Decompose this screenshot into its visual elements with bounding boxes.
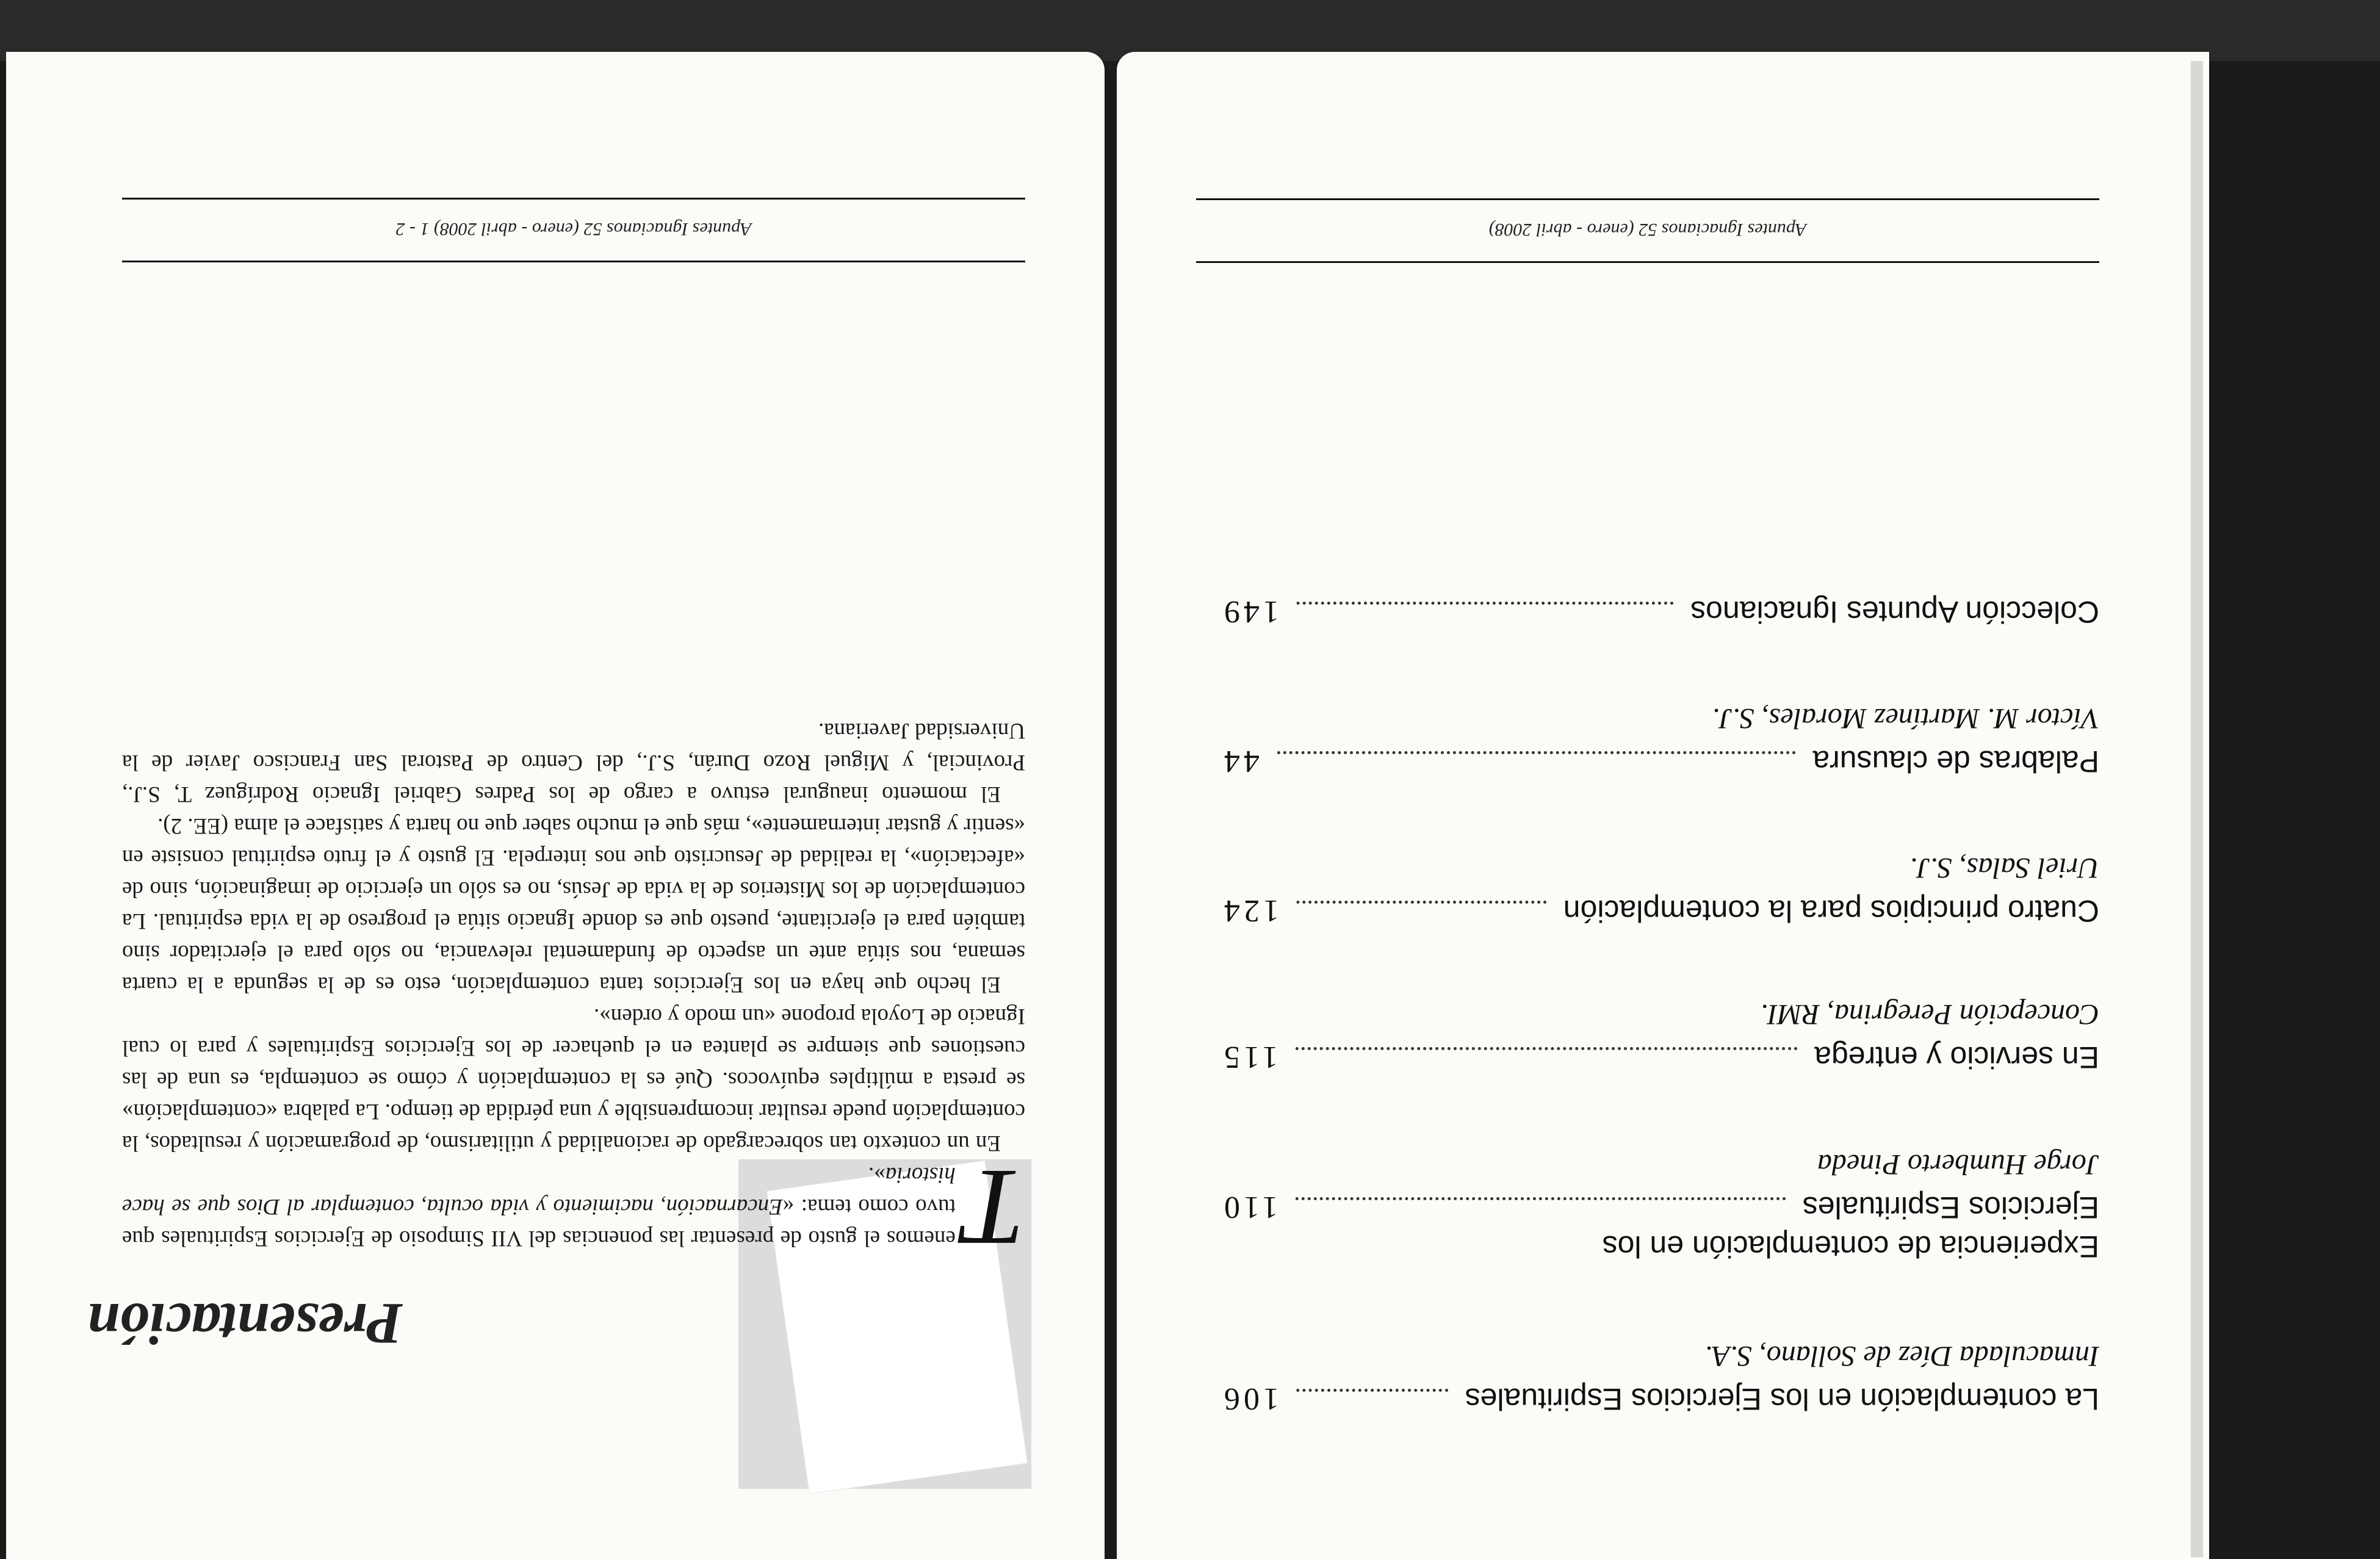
leader-dots bbox=[1295, 1047, 1797, 1050]
left-page-presentation bbox=[6, 52, 1105, 1559]
header-rule-top bbox=[122, 261, 1025, 262]
page-edges bbox=[2191, 61, 2203, 1557]
paragraph-2: En un contexto tan sobrecargado de racionalidad y utilitarismo, de programación y resultados, la contemplación puede resultar incomprensible y una pérdida de tiempo. La palabra «contemplación» se presta a múltiples equívocos. Qué es la contemplación y cómo se contempla, es una de las cuestiones que siempre se planteа en el quehacer de los Ejercicios Espirituales y para lo cual Ignacio de Loyola propone «un modo y orden». bbox=[122, 1004, 1025, 1156]
paragraph-4: El momento inaugural estuvo a cargo de los Padres Gabriel Ignacio Rodríguez T, S.J., Provincial, y Miguel Rozo Durán, S.J., del Centro de Pastoral San Francisco Javier de la Universidad Javeriana. bbox=[122, 718, 1025, 807]
toc-title: En servicio y entrega bbox=[1814, 1040, 2099, 1075]
toc-author: Jorge Humberto Pineda bbox=[1817, 1148, 2099, 1181]
toc-author: Inmaculada Díez de Sollano, S.A. bbox=[1704, 1340, 2099, 1372]
right-page-contents bbox=[1117, 52, 2209, 1559]
toc-author: Uriel Salas, S.J. bbox=[1909, 852, 2099, 884]
toc-page: 110 bbox=[1221, 1190, 1278, 1225]
toc-entry-principios bbox=[1221, 849, 2099, 931]
toc-title: Ejercicios Espirituales bbox=[1802, 1190, 2099, 1225]
toc-page: 106 bbox=[1221, 1381, 1279, 1416]
toc-title: La contemplación en los Ejercicios Espirituales bbox=[1465, 1382, 2099, 1416]
paragraph-3: El hecho que haya en los Ejercicios tanta contemplación, esto es de la segunda a la cuarta semana, nos sitúa ante un aspecto de fundamental relevancia, no sólo para el ejercitador sino también para el ejercitante, puesto que es donde Ignacio sitúa el progreso de la vida espiritual. La contemplación de los Misterios de la vida de Jesús, no es sólo un ejercicio de imaginación, sino de «afectación», la realidad de Jesucristo que nos interpela. El gusto y el fruto espiritual consiste en «sentir y gustar internamente», más que el mucho saber que no harta y satisface el alma (EE. 2). bbox=[122, 813, 1025, 997]
toc-title: Cuatro principios para la contemplación bbox=[1563, 894, 2099, 928]
toc-entry-contemplacion bbox=[1221, 1338, 2099, 1419]
header-rule-bottom bbox=[122, 198, 1025, 200]
leader-dots bbox=[1296, 901, 1546, 904]
toc-entry-servicio bbox=[1221, 996, 2099, 1077]
toc-entry-experiencia bbox=[1221, 1146, 2099, 1266]
toc-page: 124 bbox=[1221, 893, 1279, 928]
toc-page: 115 bbox=[1221, 1040, 1278, 1075]
running-head: Apuntes Ignacianos 52 (enero - abril 2008) 1 - 2 bbox=[395, 219, 752, 239]
toc-page: 44 bbox=[1221, 744, 1260, 779]
rotated-page-content bbox=[6, 52, 1105, 1559]
leader-dots bbox=[1295, 1197, 1786, 1200]
drop-cap: T bbox=[964, 1147, 1025, 1269]
leader-dots bbox=[1296, 602, 1673, 605]
toc-title: Palabras de clausura bbox=[1812, 744, 2099, 779]
header-rule-bottom bbox=[1196, 198, 2099, 200]
toc-title-line1: Experiencia de contemplación en los bbox=[1602, 1230, 2099, 1264]
presentation-body bbox=[122, 339, 1025, 1269]
paragraph-1: T enemos el gusto de presentar las ponencias del VII Simposio de Ejercicios Espirituales que tuvo como tema: «Encarnación, nacimiento y vida oculta, contemplar al Dios que se hace historia». bbox=[122, 1147, 1025, 1269]
toc-page: 149 bbox=[1221, 594, 1279, 629]
toc-author: Víctor M. Martínez Morales, S.J. bbox=[1712, 702, 2099, 735]
rotated-page-content bbox=[1117, 52, 2209, 1559]
running-head: Apuntes Ignacianos 52 (enero - abril 2008) bbox=[1488, 220, 1807, 240]
section-title: Presentación bbox=[87, 1291, 403, 1356]
toc-entry-coleccion bbox=[1221, 592, 2099, 632]
header-rule-top bbox=[1196, 261, 2099, 263]
toc-author: Concepción Peregrina, RMI. bbox=[1760, 998, 2099, 1031]
toc-title: Colección Apuntes Ignacianos bbox=[1690, 595, 2099, 629]
symposium-theme: Encarnación, nacimiento y vida oculta, contemplar al Dios que se hace historia bbox=[122, 1162, 956, 1219]
leader-dots bbox=[1296, 1389, 1448, 1392]
toc-entry-clausura bbox=[1221, 700, 2099, 781]
leader-dots bbox=[1277, 751, 1795, 754]
